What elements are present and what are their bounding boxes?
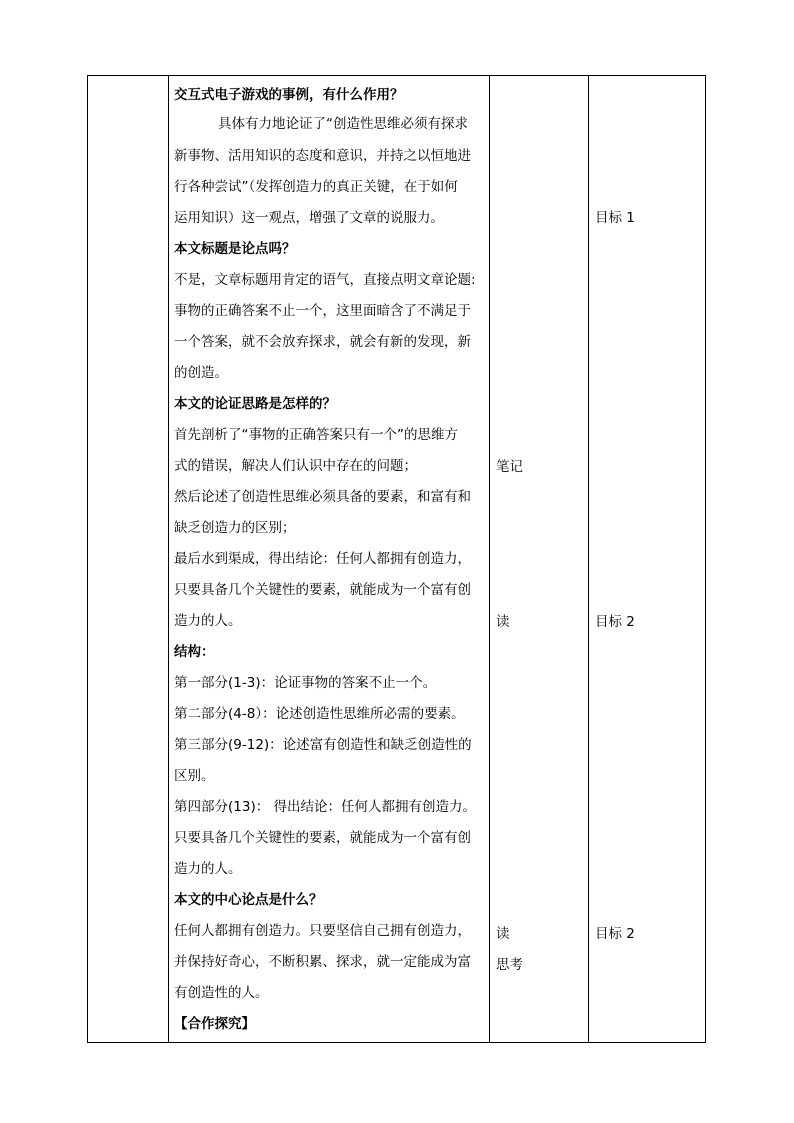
paragraph-line: 然后论述了创造性思维必须具备的要素，和富有和 — [174, 489, 471, 505]
paragraph-line: 只要具备几个关键性的要素，就能成为一个富有创 — [174, 582, 471, 598]
question-heading: 本文标题是论点吗？ — [174, 241, 296, 257]
activity-read: 读 — [496, 926, 510, 942]
paragraph-line: 运用知识）这一观点，增强了文章的说服力。 — [174, 210, 444, 226]
paragraph-line: 最后水到渠成，得出结论：任何人都拥有创造力， — [174, 551, 471, 567]
paragraph-line: 任何人都拥有创造力。只要坚信自己拥有创造力， — [174, 923, 471, 939]
paragraph-line: 不是，文章标题用肯定的语气，直接点明文章论题: — [174, 272, 476, 288]
column-divider — [588, 76, 589, 1042]
paragraph-line: 区别。 — [174, 768, 215, 784]
paragraph-line: 只要具备几个关键性的要素，就能成为一个富有创 — [174, 830, 471, 846]
question-heading: 本文的论证思路是怎样的？ — [174, 396, 336, 412]
goal-label: 目标 2 — [595, 614, 635, 630]
paragraph-line: 缺乏创造力的区别； — [174, 520, 296, 536]
paragraph-line: 第四部分(13)： 得出结论：任何人都拥有创造力。 — [174, 799, 477, 815]
paragraph-line: 一个答案，就不会放弃探求，就会有新的发现，新 — [174, 334, 471, 350]
paragraph-line: 第一部分(1-3)：论证事物的答案不止一个。 — [174, 675, 437, 691]
paragraph-line: 事物的正确答案不止一个，这里面暗含了不满足于 — [174, 303, 471, 319]
paragraph-line: 造力的人。 — [174, 861, 242, 877]
structure-heading: 结构： — [174, 644, 215, 660]
paragraph-line: 式的错误，解决人们认识中存在的问题； — [174, 458, 417, 474]
activity-read: 读 — [496, 614, 510, 630]
paragraph-line: 第三部分(9-12)：论述富有创造性和缺乏创造性的 — [174, 737, 472, 753]
lesson-table — [87, 75, 706, 1043]
paragraph-line: 第二部分(4-8）：论述创造性思维所必需的要素。 — [174, 706, 465, 722]
question-heading: 本文的中心论点是什么？ — [174, 892, 323, 908]
paragraph-line: 并保持好奇心，不断积累、探求，就一定能成为富 — [174, 954, 471, 970]
question-heading: 交互式电子游戏的事例，有什么作用？ — [174, 87, 404, 103]
paragraph-line: 行各种尝试”（发挥创造力的真正关键，在于如何 — [174, 179, 458, 195]
activity-note: 笔记 — [496, 459, 523, 475]
paragraph-line: 新事物、活用知识的态度和意识，并持之以恒地进 — [174, 148, 471, 164]
goal-label: 目标 1 — [595, 210, 635, 226]
column-divider — [168, 76, 169, 1042]
paragraph-line: 首先剖析了“事物的正确答案只有一个”的思维方 — [174, 427, 458, 443]
goal-label: 目标 2 — [595, 926, 635, 942]
paragraph-line: 具体有力地论证了“创造性思维必须有探求 — [218, 116, 468, 132]
activity-think: 思考 — [496, 957, 523, 973]
paragraph-line: 造力的人。 — [174, 613, 242, 629]
paragraph-line: 的创造。 — [174, 365, 228, 381]
paragraph-line: 有创造性的人。 — [174, 985, 269, 1001]
section-heading: 【合作探究】 — [174, 1016, 255, 1032]
